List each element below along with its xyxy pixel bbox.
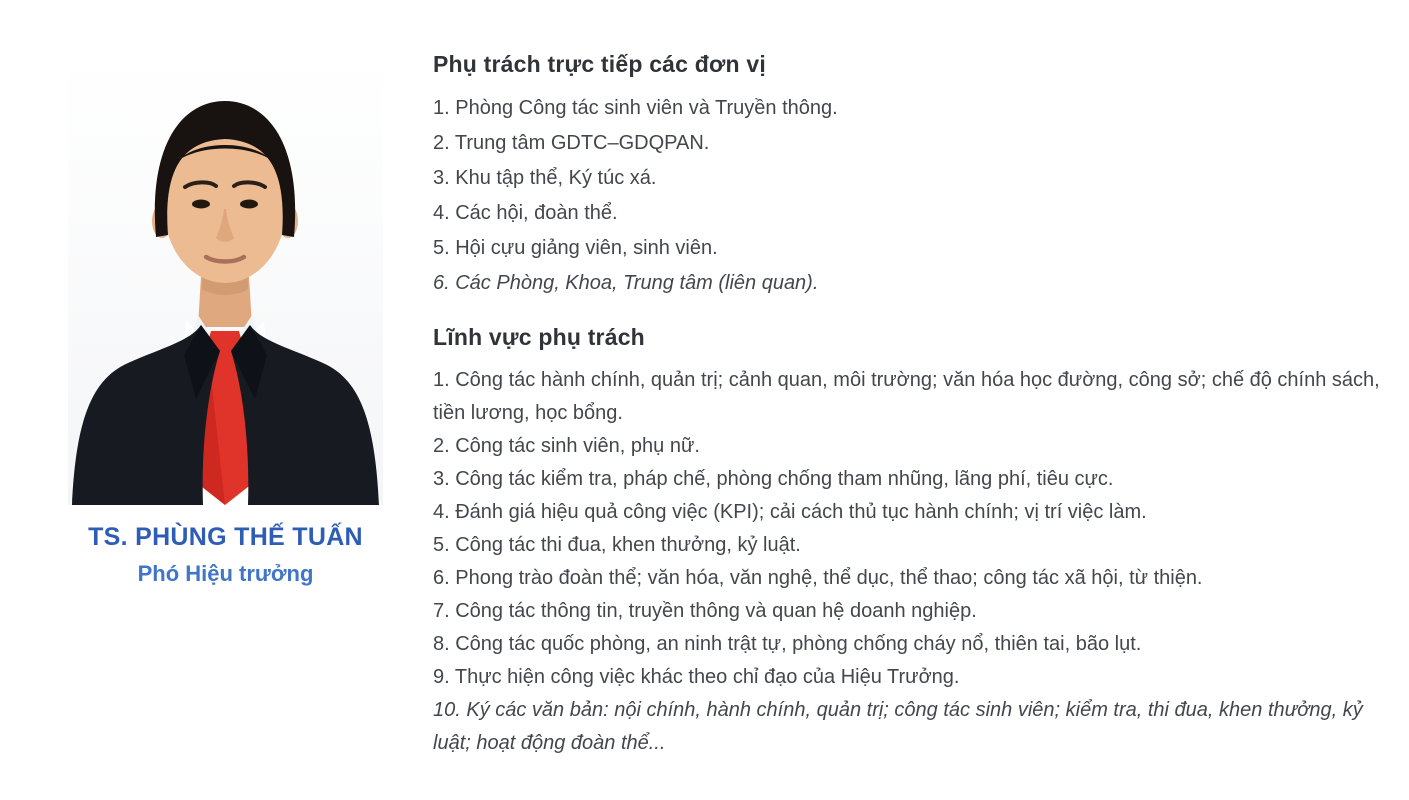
fields-list	[433, 364, 1385, 760]
units-list	[433, 91, 1385, 301]
eye	[192, 200, 210, 209]
list-item: 1. Công tác hành chính, quản trị; cảnh quan, môi trường; văn hóa học đường, công sở; chế độ chính sách, tiền lương, học bổng.	[433, 369, 1380, 424]
list-item: 5. Hội cựu giảng viên, sinh viên.	[433, 237, 718, 259]
list-item: 6. Phong trào đoàn thể; văn hóa, văn nghệ, thể dục, thể thao; công tác xã hội, từ thiện.	[433, 567, 1203, 589]
list-item: 2. Trung tâm GDTC–GDQPAN.	[433, 132, 710, 154]
list-item: 4. Đánh giá hiệu quả công việc (KPI); cải cách thủ tục hành chính; vị trí việc làm.	[433, 501, 1147, 523]
section-heading-fields: Lĩnh vực phụ trách	[433, 324, 645, 350]
list-item: 8. Công tác quốc phòng, an ninh trật tự, phòng chống cháy nổ, thiên tai, bão lụt.	[433, 633, 1142, 655]
list-item: 7. Công tác thông tin, truyền thông và quan hệ doanh nghiệp.	[433, 600, 977, 622]
list-item: 3. Công tác kiểm tra, pháp chế, phòng chống tham nhũng, lãng phí, tiêu cực.	[433, 468, 1114, 490]
list-item: 3. Khu tập thể, Ký túc xá.	[433, 167, 657, 189]
section-fields	[433, 323, 1385, 760]
responsibilities	[433, 50, 1385, 760]
profile-card	[68, 59, 383, 587]
person-title: Phó Hiệu trưởng	[137, 561, 314, 586]
list-item: 9. Thực hiện công việc khác theo chỉ đạo của Hiệu Trưởng.	[433, 666, 960, 688]
list-item: 10. Ký các văn bản: nội chính, hành chính, quản trị; công tác sinh viên; kiểm tra, thi đua, khen thưởng, kỷ luật; hoạt động đoàn thể...	[433, 699, 1363, 754]
section-heading-units: Phụ trách trực tiếp các đơn vị	[433, 51, 766, 77]
eye	[240, 200, 258, 209]
section-units	[433, 50, 1385, 301]
list-item: 6. Các Phòng, Khoa, Trung tâm (liên quan).	[433, 272, 819, 294]
list-item: 1. Phòng Công tác sinh viên và Truyền thông.	[433, 97, 838, 119]
list-item: 4. Các hội, đoàn thể.	[433, 202, 618, 224]
person-name: TS. PHÙNG THẾ TUẤN	[88, 523, 363, 551]
list-item: 5. Công tác thi đua, khen thưởng, kỷ luật.	[433, 534, 801, 556]
list-item: 2. Công tác sinh viên, phụ nữ.	[433, 435, 700, 457]
portrait-photo	[68, 59, 383, 505]
